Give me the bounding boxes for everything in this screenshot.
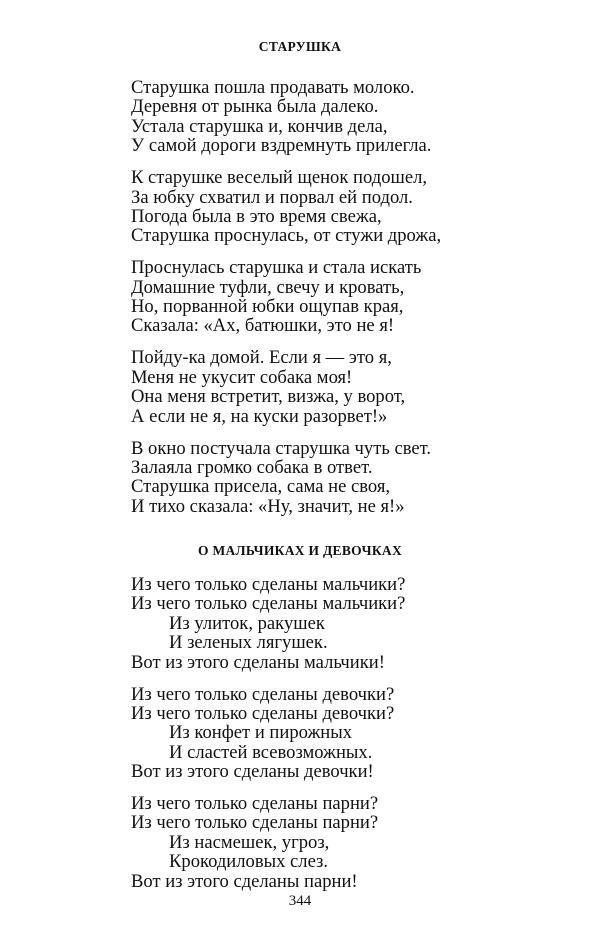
stanza	[131, 168, 441, 246]
stanza	[131, 794, 405, 891]
verse-line: Старушка проснулась, от стужи дрожа,	[131, 225, 442, 247]
verse-line: Старушка присела, сама не своя,	[131, 476, 391, 498]
verse-line: Из чего только сделаны мальчики?	[131, 574, 406, 595]
verse-line: Крокодиловых слез.	[169, 851, 329, 873]
poem-title: СТАРУШКА	[258, 39, 342, 54]
stanza	[131, 685, 405, 782]
verse-line: Деревня от рынка была далеко.	[131, 96, 379, 118]
verse-line: Проснулась старушка и стала искать	[131, 257, 422, 279]
stanza	[131, 575, 405, 672]
verse-line: Из чего только сделаны парни?	[131, 793, 379, 815]
verse-line: Устала старушка и, кончив дела,	[131, 115, 388, 137]
verse-line: В окно постучала старушка чуть свет.	[131, 437, 431, 459]
verse-line: Она меня встретит, визжа, у ворот,	[131, 386, 406, 408]
verse-line: Залаяла громко собака в ответ.	[131, 456, 373, 478]
poem-title: О МАЛЬЧИКАХ И ДЕВОЧКАХ	[197, 543, 403, 558]
stanza	[131, 348, 441, 426]
verse-line: Из чего только сделаны девочки?	[131, 702, 395, 724]
verse-line: Погода была в это время свежа,	[131, 205, 382, 227]
verse-line: Домашние туфли, свечу и кровать,	[131, 276, 405, 298]
verse-line: Из улиток, ракушек	[169, 612, 325, 634]
verse-line: И тихо сказала: «Ну, значит, не я!»	[131, 495, 405, 517]
verse-line: Из насмешек, угроз,	[169, 831, 330, 853]
verse-line: У самой дороги вздремнуть прилегла.	[131, 135, 432, 157]
stanza	[131, 439, 441, 517]
verse-line: Сказала: «Ах, батюшки, это не я!	[131, 315, 395, 337]
stanza	[131, 78, 441, 156]
verse-line: Вот из этого сделаны парни!	[131, 870, 358, 892]
verse-line: Из конфет и пирожных	[169, 722, 353, 744]
poem-body-starushka	[131, 78, 441, 529]
verse-line: Меня не укусит собака моя!	[131, 366, 353, 388]
verse-line: Старушка пошла продавать молоко.	[131, 77, 415, 98]
verse-line: За юбку схватил и порвал ей подол.	[131, 186, 413, 208]
verse-line: Из чего только сделаны парни?	[131, 812, 379, 834]
verse-line: А если не я, на куски разорвет!»	[131, 405, 388, 427]
poem-body-boys-and-girls	[131, 575, 405, 904]
stanza	[131, 258, 441, 336]
verse-line: Но, порванной юбки ощупав края,	[131, 296, 404, 318]
page-number: 344	[288, 893, 312, 909]
verse-line: Из чего только сделаны мальчики?	[131, 593, 406, 615]
verse-line: Вот из этого сделаны мальчики!	[131, 651, 385, 673]
verse-line: И сластей всевозможных.	[169, 741, 373, 763]
verse-line: И зеленых лягушек.	[169, 632, 328, 654]
verse-line: Пойду-ка домой. Если я — это я,	[131, 347, 392, 369]
verse-line: Из чего только сделаны девочки?	[131, 683, 395, 705]
verse-line: К старушке веселый щенок подошел,	[131, 167, 428, 189]
verse-line: Вот из этого сделаны девочки!	[131, 761, 374, 783]
